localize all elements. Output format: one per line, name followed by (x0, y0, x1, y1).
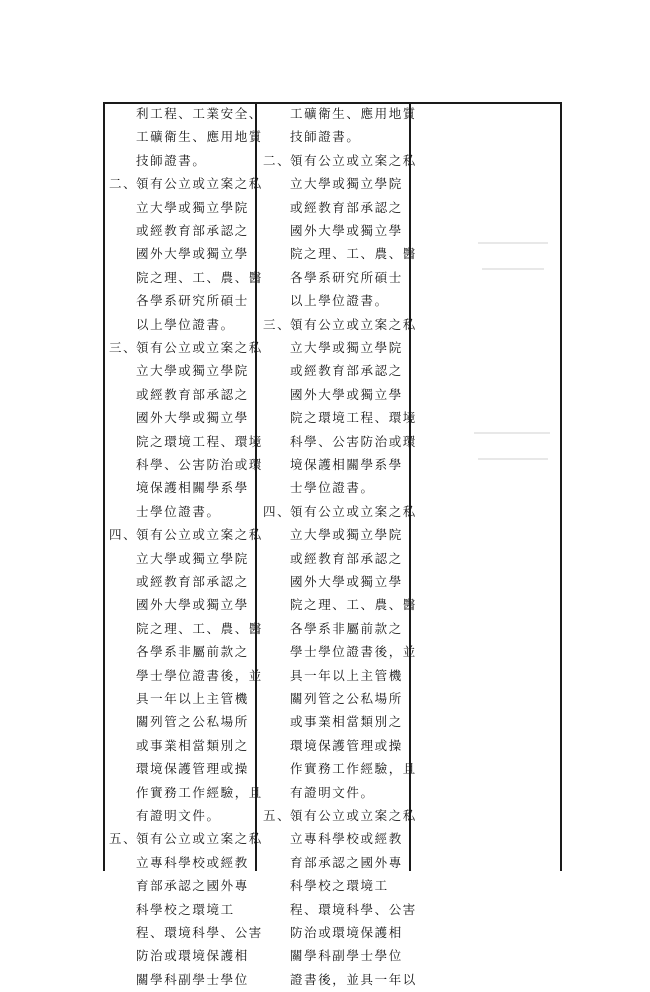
bleed-through-mark (478, 458, 548, 460)
line-text: 程、環境科學、公害 (136, 925, 263, 940)
table-left-border (103, 102, 105, 871)
line-text: 各學系非屬前款之 (290, 620, 403, 636)
line-text: 環境保護管理或操 (290, 737, 403, 753)
line-text: 以上學位證書。 (136, 316, 235, 332)
line-text: 領有公立或立案之私 (136, 340, 263, 355)
line-text: 或事業相當類別之 (290, 714, 403, 730)
line-text: 作實務工作經驗，且 (290, 761, 417, 777)
line-text: 士學位證書。 (136, 503, 221, 519)
line-text: 或經教育部承認之 (290, 199, 403, 215)
line-text: 立大學或獨立學院 (136, 550, 249, 566)
line-text: 作實務工作經驗，且 (136, 784, 263, 800)
line-text: 領有公立或立案之私 (290, 316, 417, 332)
line-text: 科學、公害防治或環 (136, 457, 263, 472)
line-text: 或經教育部承認之 (290, 363, 403, 379)
line-text: 以上學位證書。 (290, 293, 389, 309)
line-text: 國外大學或獨立學 (290, 574, 403, 589)
line-text: 領有公立或立案之私 (290, 152, 417, 168)
table-right-border (560, 102, 562, 871)
line-text: 有證明文件。 (136, 808, 221, 823)
item-number: 四、 (109, 527, 138, 543)
line-text: 立大學或獨立學院 (290, 527, 403, 543)
line-text: 各學系研究所碩士 (136, 293, 249, 309)
item-number: 二、 (263, 152, 292, 168)
line-text: 科學校之環境工 (136, 901, 235, 917)
line-text: 領有公立或立案之私 (136, 176, 263, 192)
line-text: 士學位證書。 (290, 480, 375, 496)
line-text: 或經教育部承認之 (136, 574, 249, 589)
item-number: 二、 (109, 176, 138, 192)
line-text: 領有公立或立案之私 (136, 527, 263, 543)
line-text: 立大學或獨立學院 (290, 176, 403, 192)
line-text: 境保護相關學系學 (290, 457, 403, 472)
item-number: 三、 (263, 316, 292, 332)
line-text: 育部承認之國外專 (136, 878, 249, 894)
line-text: 領有公立或立案之私 (290, 503, 417, 519)
line-text: 或經教育部承認之 (290, 550, 403, 566)
item-number: 三、 (109, 340, 138, 355)
bleed-through-mark (478, 242, 548, 244)
line-text: 關列管之公私場所 (136, 714, 249, 730)
line-text: 或事業相當類別之 (136, 737, 249, 753)
line-text: 國外大學或獨立學 (136, 410, 249, 426)
line-text: 國外大學或獨立學 (136, 246, 249, 262)
line-text: 育部承認之國外專 (290, 854, 403, 870)
line-text: 證書後，並具一年以 (290, 971, 417, 987)
line-text: 領有公立或立案之私 (136, 831, 263, 847)
line-text: 立專科學校或經教 (290, 831, 403, 847)
line-text: 有證明文件。 (290, 784, 375, 800)
line-text: 院之理、工、農、醫 (290, 597, 417, 613)
line-text: 立大學或獨立學院 (290, 340, 403, 355)
item-number: 五、 (109, 831, 138, 847)
line-text: 院之理、工、農、醫 (290, 246, 417, 262)
item-number: 四、 (263, 503, 292, 519)
line-text: 立專科學校或經教 (136, 854, 249, 870)
table-column-divider (409, 102, 411, 871)
line-text: 各學系非屬前款之 (136, 644, 249, 660)
line-text: 院之環境工程、環境 (136, 433, 263, 449)
line-text: 學士學位證書後，並 (136, 667, 263, 683)
line-text: 科學校之環境工 (290, 878, 389, 894)
line-text: 關學科副學士學位 (290, 948, 403, 964)
table-column-divider (255, 102, 257, 871)
line-text: 各學系研究所碩士 (290, 269, 403, 285)
bleed-through-mark (482, 268, 544, 270)
line-text: 利工程、工業安全、 (136, 106, 263, 121)
line-text: 領有公立或立案之私 (290, 808, 417, 823)
line-text: 立大學或獨立學院 (136, 363, 249, 379)
bleed-through-mark (474, 432, 550, 434)
line-text: 院之理、工、農、醫 (136, 620, 263, 636)
item-number: 五、 (263, 808, 292, 823)
line-text: 技師證書。 (290, 129, 361, 145)
line-text: 立大學或獨立學院 (136, 199, 249, 215)
line-text: 學士學位證書後，並 (290, 644, 417, 660)
comparison-table (103, 102, 562, 987)
line-text: 防治或環境保護相 (290, 925, 403, 940)
line-text: 科學、公害防治或環 (290, 433, 417, 449)
line-text: 或經教育部承認之 (136, 386, 249, 402)
line-text: 具一年以上主管機 (136, 691, 249, 706)
line-text: 國外大學或獨立學 (290, 223, 403, 238)
line-text: 關學科副學士學位 (136, 971, 249, 987)
line-text: 院之理、工、農、醫 (136, 269, 263, 285)
line-text: 具一年以上主管機 (290, 667, 403, 683)
line-text: 工礦衛生、應用地質 (290, 106, 417, 121)
line-text: 工礦衛生、應用地質 (136, 129, 263, 145)
line-text: 國外大學或獨立學 (290, 386, 403, 402)
line-text: 技師證書。 (136, 152, 207, 168)
line-text: 院之環境工程、環境 (290, 410, 417, 426)
line-text: 境保護相關學系學 (136, 480, 249, 496)
line-text: 關列管之公私場所 (290, 691, 403, 706)
line-text: 或經教育部承認之 (136, 223, 249, 238)
line-text: 防治或環境保護相 (136, 948, 249, 964)
line-text: 國外大學或獨立學 (136, 597, 249, 613)
line-text: 環境保護管理或操 (136, 761, 249, 777)
line-text: 程、環境科學、公害 (290, 901, 417, 917)
